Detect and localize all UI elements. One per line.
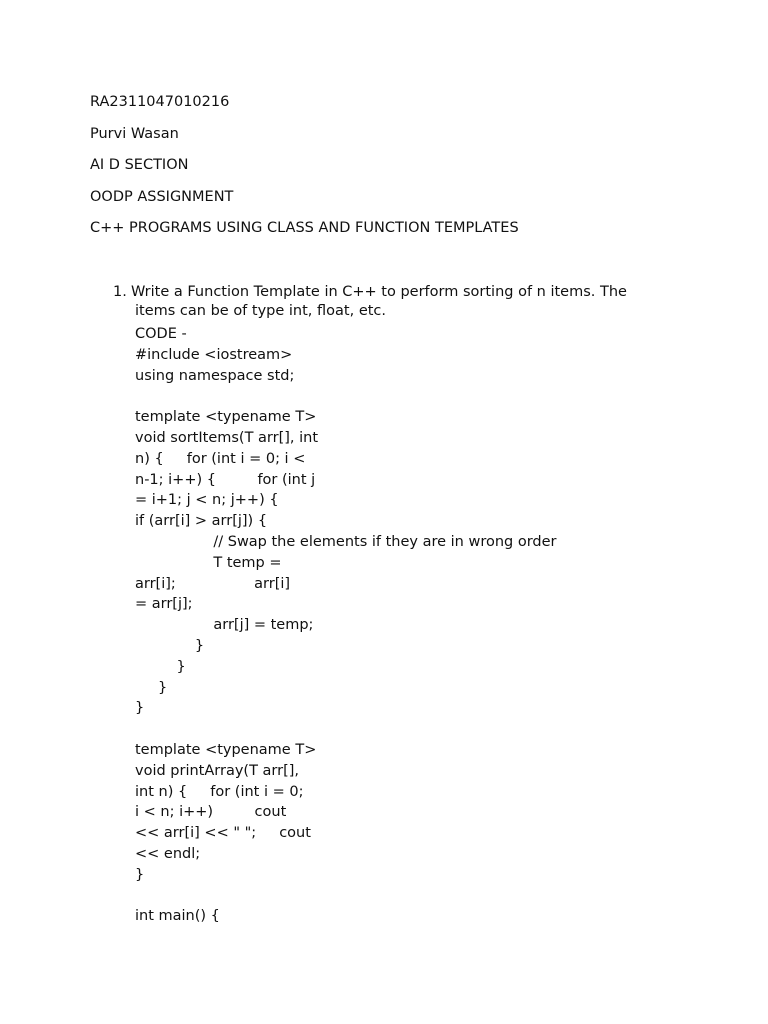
code-line: template <typename T>	[135, 409, 317, 426]
code-line	[135, 386, 557, 407]
code-line: int main() {	[135, 908, 220, 925]
code-line: << endl;	[135, 845, 201, 862]
code-line: }	[135, 700, 145, 717]
code-line: = i+1; j < n; j++) {	[135, 492, 279, 509]
code-line: }	[135, 637, 205, 654]
code-line: CODE -	[135, 326, 187, 342]
code-line: #include <iostream>	[135, 346, 293, 363]
code-block	[135, 324, 557, 927]
student-name: Purvi Wasan	[90, 126, 179, 142]
code-line: }	[135, 679, 168, 696]
question-line-1: Write a Function Template in C++ to perform sorting of n items. The	[131, 284, 627, 300]
code-line	[135, 719, 557, 740]
question-line-2: items can be of type int, float, etc.	[135, 303, 387, 319]
section-label: AI D SECTION	[90, 157, 189, 173]
code-line: n) { for (int i = 0; i <	[135, 450, 306, 467]
code-line: }	[135, 866, 145, 883]
code-line: arr[j] = temp;	[135, 617, 314, 634]
code-line: int n) { for (int i = 0;	[135, 783, 304, 800]
code-line: n-1; i++) { for (int j	[135, 471, 316, 488]
code-line: i < n; i++) cout	[135, 804, 287, 821]
code-line	[135, 886, 557, 907]
code-line: arr[i]; arr[i]	[135, 575, 291, 592]
code-line: // Swap the elements if they are in wrong order	[135, 533, 557, 550]
code-line: void sortItems(T arr[], int	[135, 429, 319, 446]
question-number: 1.	[113, 284, 127, 300]
code-line: void printArray(T arr[],	[135, 762, 300, 779]
code-line: if (arr[i] > arr[j]) {	[135, 513, 268, 530]
code-line: template <typename T>	[135, 741, 317, 758]
code-line: << arr[i] << " "; cout	[135, 825, 311, 842]
assignment-topic: C++ PROGRAMS USING CLASS AND FUNCTION TEMPLATES	[90, 220, 519, 236]
code-line: = arr[j];	[135, 596, 193, 613]
assignment-title: OODP ASSIGNMENT	[90, 189, 234, 205]
question-text	[131, 283, 691, 321]
registration-number: RA2311047010216	[90, 94, 230, 110]
code-line: }	[135, 658, 186, 675]
code-line: using namespace std;	[135, 367, 295, 384]
code-line: T temp =	[135, 554, 282, 571]
